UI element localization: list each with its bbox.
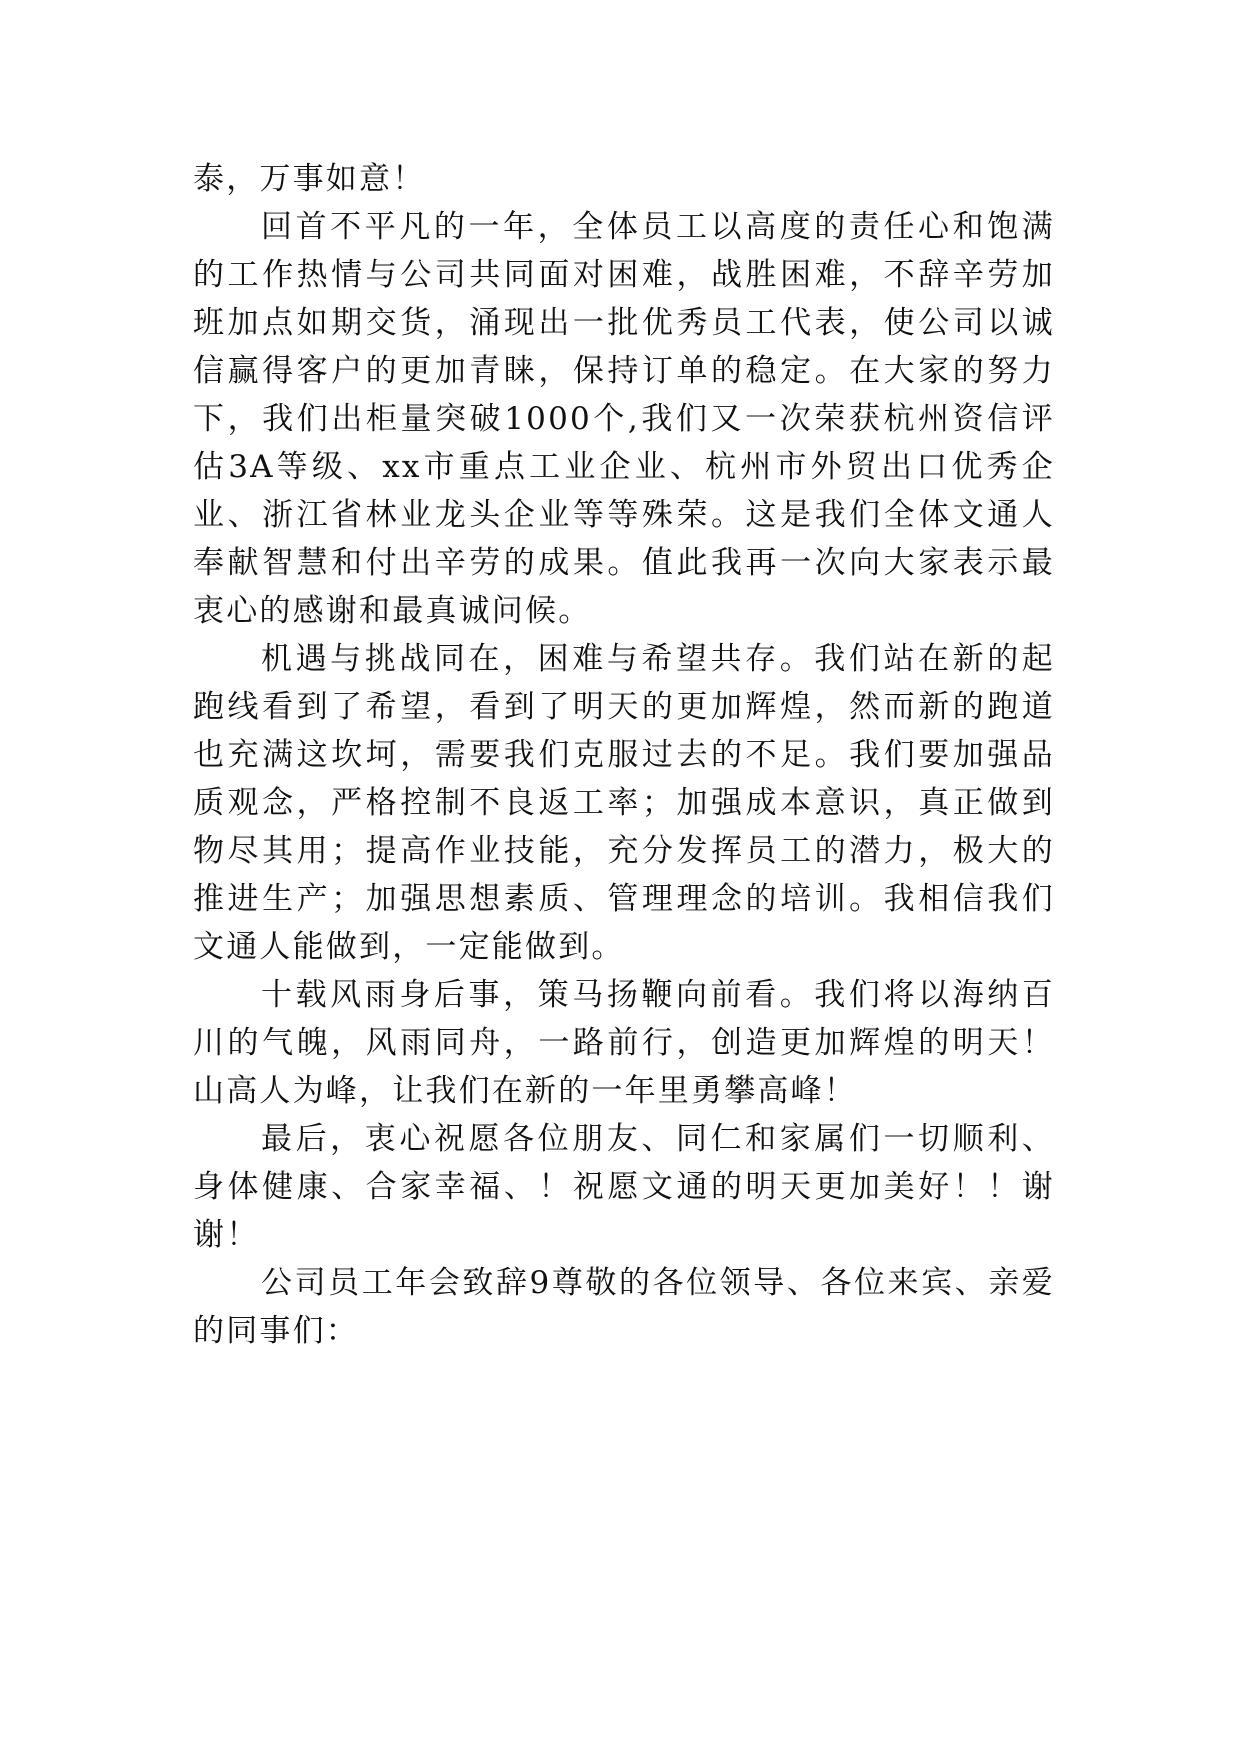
paragraph-outlook: 十载风雨身后事，策马扬鞭向前看。我们将以海纳百川的气魄，风雨同舟，一路前行，创造更加辉煌的明天！山高人为峰，让我们在新的一年里勇攀高峰！: [193, 977, 1055, 1109]
paragraph-next-speech: 公司员工年会致辞9尊敬的各位领导、各位来宾、亲爱的同事们：: [193, 1265, 1055, 1349]
paragraph-continuation: 泰，万事如意！: [193, 161, 426, 197]
document-body: [193, 155, 1055, 1355]
paragraph-challenges: 机遇与挑战同在，困难与希望共存。我们站在新的起跑线看到了希望，看到了明天的更加辉煌，然而新的跑道也充满这坎坷，需要我们克服过去的不足。我们要加强品质观念，严格控制不良返工率；加强成本意识，真正做到物尽其用；提高作业技能，充分发挥员工的潜力，极大的推进生产；加强思想素质、管理理念的培训。我相信我们文通人能做到，一定能做到。: [193, 641, 1055, 965]
paragraph-review: 回首不平凡的一年，全体员工以高度的责任心和饱满的工作热情与公司共同面对困难，战胜困难，不辞辛劳加班加点如期交货，涌现出一批优秀员工代表，使公司以诚信赢得客户的更加青睐，保持订单的稳定。在大家的努力下，我们出柜量突破1000个,我们又一次荣获杭州资信评估3A等级、xx市重点工业企业、杭州市外贸出口优秀企业、浙江省林业龙头企业等等殊荣。这是我们全体文通人奉献智慧和付出辛劳的成果。值此我再一次向大家表示最衷心的感谢和最真诚问候。: [193, 209, 1055, 629]
paragraph-closing: 最后，衷心祝愿各位朋友、同仁和家属们一切顺利、身体健康、合家幸福、！祝愿文通的明天更加美好！！谢谢！: [193, 1121, 1055, 1253]
